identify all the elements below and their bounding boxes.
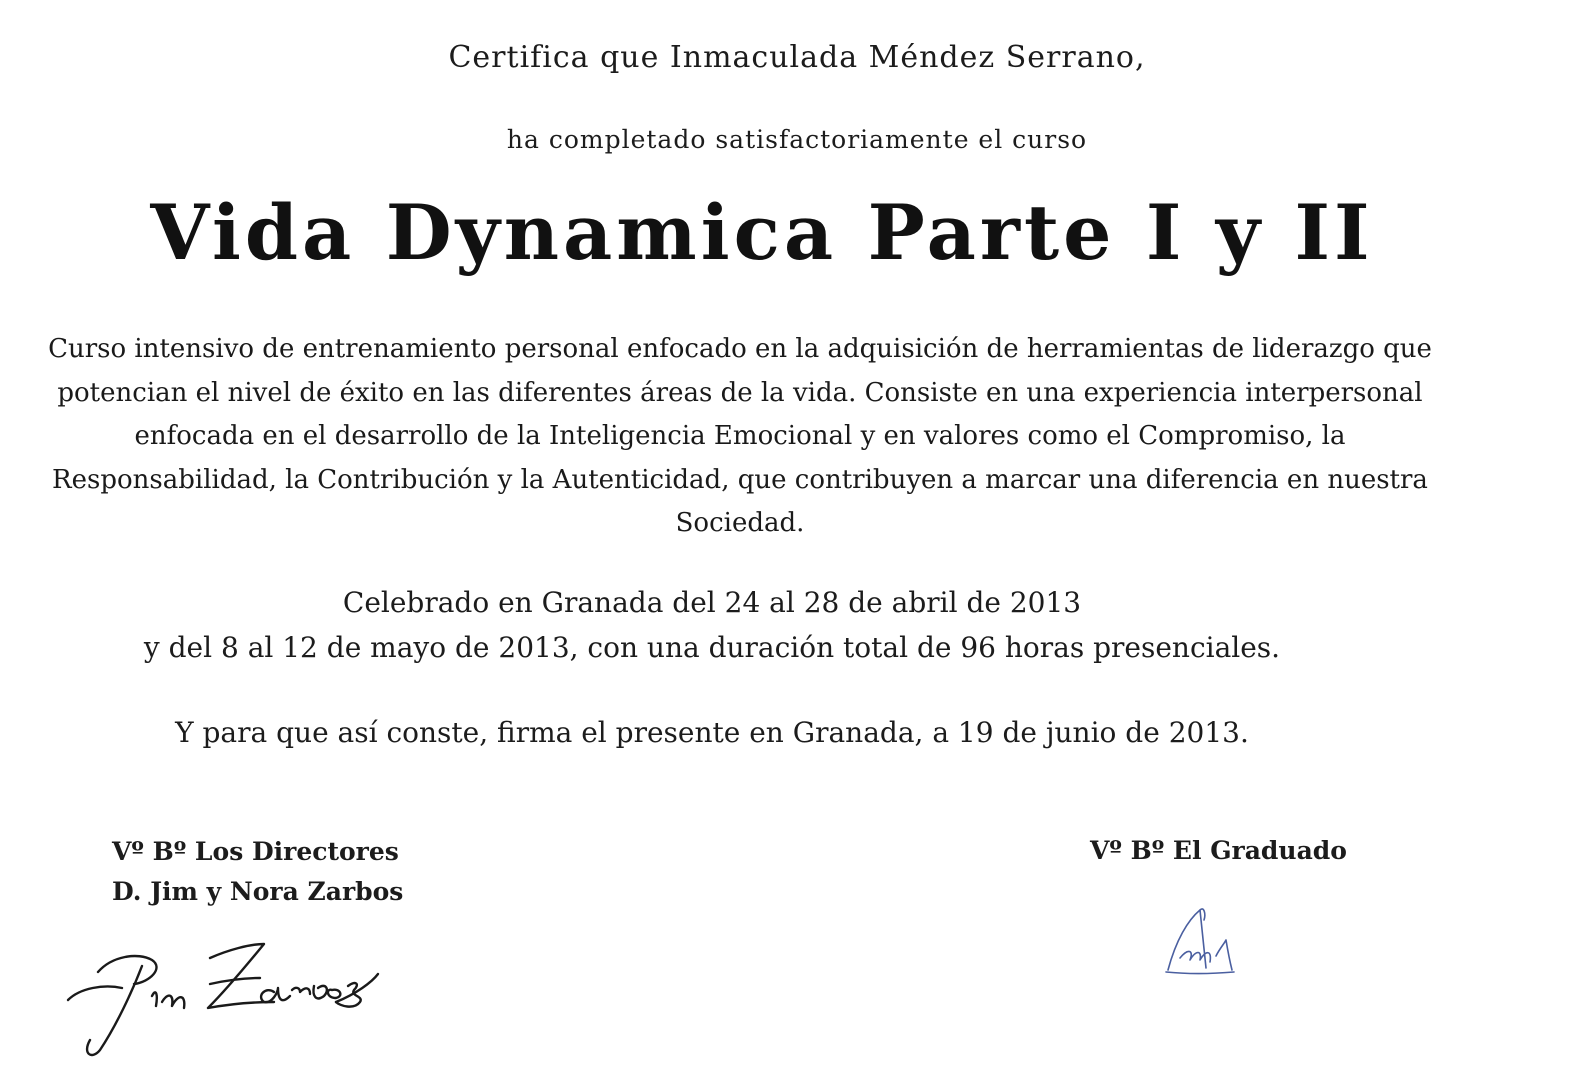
graduate-block bbox=[1090, 836, 1347, 865]
directors-signature bbox=[60, 930, 380, 1060]
graduate-label: Vº Bº El Graduado bbox=[1090, 836, 1347, 865]
graduate-signature bbox=[1160, 900, 1240, 985]
course-title: Vida Dynamica Parte I y II bbox=[150, 188, 1374, 277]
course-description: Curso intensivo de entrenamiento personal enfocado en la adquisición de herramientas de liderazgo que potencian el nivel de éxito en las diferentes áreas de la vida. Consiste en una experiencia interpersonal enfocada en el desarrollo de la Inteligencia Emocional y en valores como el Compromiso, la Responsabilidad, la Contribución y la Autenticidad, que contribuyen a marcar una diferencia en nuestra Sociedad. bbox=[48, 334, 1432, 538]
directors-block bbox=[112, 832, 403, 912]
directors-label: Vº Bº Los Directores bbox=[112, 837, 399, 866]
celebration-dates: Celebrado en Granada del 24 al 28 de abril de 2013 bbox=[342, 586, 1082, 619]
completion-statement: ha completado satisfactoriamente el curso bbox=[506, 125, 1088, 154]
course-duration: y del 8 al 12 de mayo de 2013, con una duración total de 96 horas presenciales. bbox=[143, 631, 1281, 664]
signing-statement: Y para que así conste, firma el presente en Granada, a 19 de junio de 2013. bbox=[175, 716, 1249, 749]
directors-names: D. Jim y Nora Zarbos bbox=[112, 877, 404, 906]
certificate-intro: Certifica que Inmaculada Méndez Serrano, bbox=[448, 40, 1146, 75]
